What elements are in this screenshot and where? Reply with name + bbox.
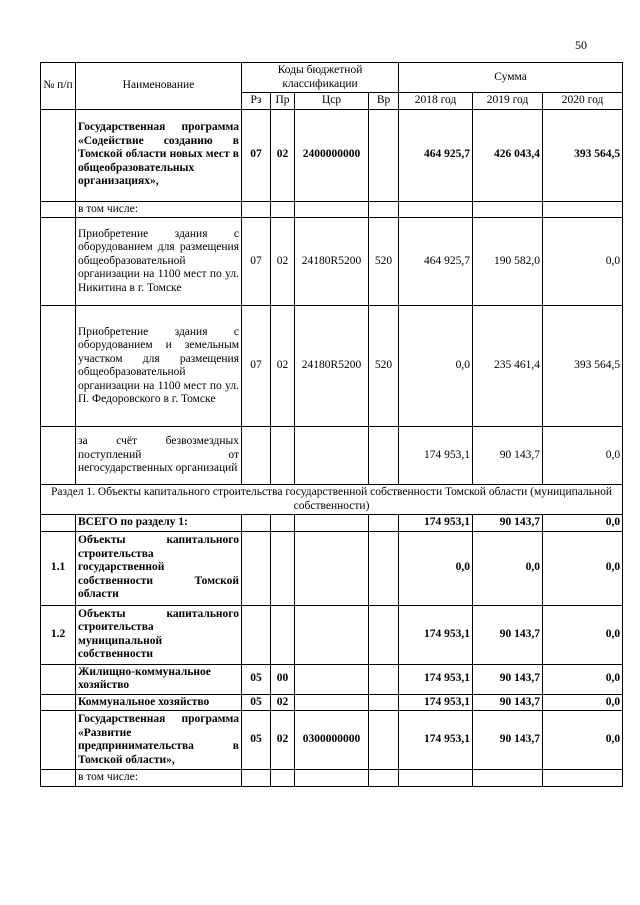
cell-pr: 02 [271,711,295,770]
cell-2020: 0,0 [543,218,623,306]
cell-2020: 0,0 [543,711,623,770]
cell-name: Государственная программа «Развитие предпринимательства в Томской области», [76,711,242,770]
cell-2018: 0,0 [399,306,473,427]
cell-vr [369,664,399,694]
table-row [41,711,623,770]
cell-vr [369,605,399,664]
cell-2019: 90 143,7 [473,427,543,485]
cell-2019: 90 143,7 [473,605,543,664]
table-row [41,427,623,485]
cell-rz: 07 [242,109,271,201]
cell-rz: 07 [242,306,271,427]
cell-2020: 393 564,5 [543,109,623,201]
cell-csr [295,515,369,532]
cell-vr [369,427,399,485]
cell-vr [369,109,399,201]
cell-2018: 0,0 [399,531,473,605]
cell-pr [271,427,295,485]
cell-2019: 190 582,0 [473,218,543,306]
cell-2018 [399,770,473,787]
cell-pr: 00 [271,664,295,694]
cell-2018: 464 925,7 [399,109,473,201]
table-row [41,531,623,605]
cell-rz [242,427,271,485]
header-vr: Вр [369,93,399,110]
cell-2019: 90 143,7 [473,711,543,770]
cell-name: за счёт безвозмездных поступлений от негосударственных организаций [76,427,242,485]
cell-2020: 0,0 [543,605,623,664]
cell-name: Государственная программа «Содействие созданию в Томской области новых мест в общеобразовательных организациях», [76,109,242,201]
cell-num [41,515,76,532]
cell-2018: 174 953,1 [399,711,473,770]
cell-num [41,694,76,711]
cell-2019: 90 143,7 [473,664,543,694]
header-num: № п/п [41,63,76,110]
cell-rz: 05 [242,664,271,694]
cell-rz [242,531,271,605]
cell-csr [295,694,369,711]
cell-csr [295,664,369,694]
cell-vr: 520 [369,218,399,306]
cell-rz: 05 [242,694,271,711]
cell-num: 1.1 [41,531,76,605]
cell-2019 [473,770,543,787]
table-row [41,694,623,711]
cell-2018: 174 953,1 [399,605,473,664]
cell-name: Коммунальное хозяйство [76,694,242,711]
header-codes: Коды бюджетной классификации [242,63,399,93]
cell-2020: 0,0 [543,531,623,605]
cell-csr [295,531,369,605]
cell-rz [242,515,271,532]
cell-name: в том числе: [76,770,242,787]
cell-name: ВСЕГО по разделу 1: [76,515,242,532]
table-row [41,201,623,218]
cell-name: Жилищно-коммунальное хозяйство [76,664,242,694]
cell-rz [242,770,271,787]
header-sum: Сумма [399,63,623,93]
table-row [41,306,623,427]
cell-csr: 2400000000 [295,109,369,201]
cell-2018: 174 953,1 [399,515,473,532]
cell-pr: 02 [271,306,295,427]
cell-2019: 426 043,4 [473,109,543,201]
cell-csr [295,427,369,485]
cell-2018: 174 953,1 [399,427,473,485]
cell-2018: 464 925,7 [399,218,473,306]
cell-2020: 0,0 [543,664,623,694]
header-pr: Пр [271,93,295,110]
cell-2020: 393 564,5 [543,306,623,427]
cell-2019: 235 461,4 [473,306,543,427]
cell-csr: 0300000000 [295,711,369,770]
cell-rz [242,605,271,664]
cell-vr [369,770,399,787]
cell-csr: 24180R5200 [295,218,369,306]
cell-num [41,109,76,201]
cell-csr [295,770,369,787]
header-name: Наименование [76,63,242,110]
cell-2019: 90 143,7 [473,694,543,711]
cell-2020 [543,770,623,787]
cell-rz: 07 [242,218,271,306]
cell-rz [242,201,271,218]
cell-2018: 174 953,1 [399,664,473,694]
cell-vr [369,515,399,532]
header-2018: 2018 год [399,93,473,110]
cell-name: Объекты капитального строительства муниципальной собственности [76,605,242,664]
cell-pr [271,531,295,605]
cell-num [41,306,76,427]
header-2020: 2020 год [543,93,623,110]
cell-2019: 0,0 [473,531,543,605]
cell-name: Объекты капитального строительства государственной собственности Томской области [76,531,242,605]
cell-2018 [399,201,473,218]
cell-num [41,218,76,306]
cell-2019: 90 143,7 [473,515,543,532]
cell-vr [369,531,399,605]
cell-csr [295,605,369,664]
header-2019: 2019 год [473,93,543,110]
cell-num [41,664,76,694]
cell-name: Приобретение здания с оборудованием для размещения общеобразовательной организации на 1100 мест по ул. Никитина в г. Томске [76,218,242,306]
header-rz: Рз [242,93,271,110]
page-number: 50 [575,38,587,52]
cell-vr [369,711,399,770]
cell-2020: 0,0 [543,694,623,711]
cell-2020: 0,0 [543,427,623,485]
table-row [41,109,623,201]
table-row [41,515,623,532]
cell-vr: 520 [369,306,399,427]
section-title: Раздел 1. Объекты капитального строительства государственной собственности Томской области (муниципальной собственности) [41,485,623,515]
cell-pr: 02 [271,109,295,201]
cell-num: 1.2 [41,605,76,664]
cell-pr [271,605,295,664]
cell-pr [271,515,295,532]
cell-pr [271,770,295,787]
cell-2019 [473,201,543,218]
cell-num [41,427,76,485]
budget-table [40,62,623,787]
cell-csr: 24180R5200 [295,306,369,427]
table-row [41,664,623,694]
cell-name: Приобретение здания с оборудованием и земельным участком для размещения общеобразовательной организации на 1100 мест по ул. П. Федоровского в г. Томске [76,306,242,427]
cell-num [41,201,76,218]
section-row [41,485,623,515]
cell-pr [271,201,295,218]
cell-rz: 05 [242,711,271,770]
cell-csr [295,201,369,218]
cell-2018: 174 953,1 [399,694,473,711]
header-csr: Цср [295,93,369,110]
cell-name: в том числе: [76,201,242,218]
cell-num [41,770,76,787]
cell-vr [369,201,399,218]
cell-pr: 02 [271,694,295,711]
table-row [41,770,623,787]
cell-2020 [543,201,623,218]
cell-num [41,711,76,770]
cell-2020: 0,0 [543,515,623,532]
cell-vr [369,694,399,711]
table-row [41,218,623,306]
cell-pr: 02 [271,218,295,306]
table-row [41,605,623,664]
